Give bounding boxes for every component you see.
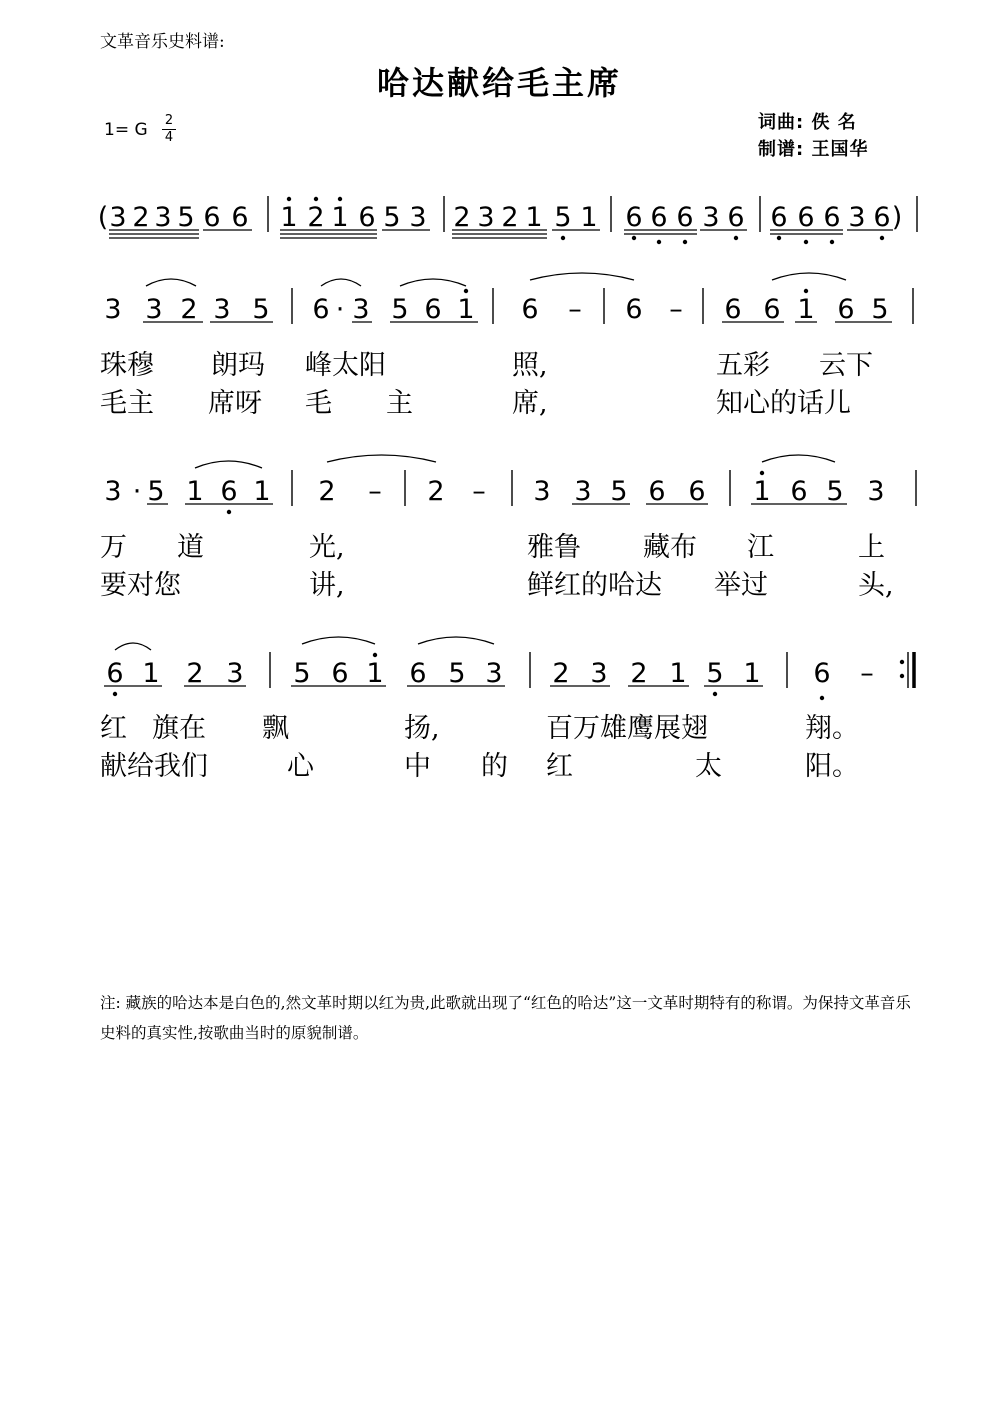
row1-note: 5 [391, 294, 409, 325]
row3-note: 6 [409, 658, 427, 689]
intro-note: 1 [580, 202, 598, 233]
slur [321, 279, 361, 286]
row3-verse2-lyric: 太 [695, 751, 722, 782]
row3-verse1-lyric: 扬, [404, 713, 440, 744]
time-signature-top: 2 [164, 113, 174, 128]
row3-note: 3 [590, 658, 608, 689]
intro-note: 3 [848, 202, 866, 233]
high-octave-dot [338, 197, 342, 201]
low-octave-dot [713, 692, 717, 696]
row1-note: 5 [871, 294, 889, 325]
row3-note: 3 [485, 658, 503, 689]
intro-note: ( [97, 202, 109, 233]
high-octave-dot [804, 289, 808, 293]
intro-note: 1 [280, 202, 298, 233]
key-signature: 1= G [104, 120, 148, 140]
slur [146, 279, 196, 286]
intro-note: 6 [873, 202, 891, 233]
low-octave-dot [830, 240, 834, 244]
high-octave-dot [760, 471, 764, 475]
row2-note: 3 [574, 476, 592, 507]
intro-note: ) [891, 202, 903, 233]
row1-verse1-lyric: 朗玛 [211, 350, 265, 381]
high-octave-dot [373, 653, 377, 657]
row1-note: 6 [837, 294, 855, 325]
slur [115, 643, 151, 650]
row3-note: – [860, 658, 874, 689]
row3-verse1-lyric: 红 [100, 713, 127, 744]
row1-note: 3 [104, 294, 122, 325]
row2-note: 5 [610, 476, 628, 507]
row3-note: 1 [743, 658, 761, 689]
row2-verse2-lyric: 举过 [714, 570, 768, 601]
row1-verse2-lyric: 知心的话儿 [716, 388, 851, 419]
row1-note: 3 [145, 294, 163, 325]
intro-note: 2 [132, 202, 150, 233]
row1-note: 6 [625, 294, 643, 325]
row1-verse1-lyric: 峰太阳 [305, 350, 386, 381]
low-octave-dot [734, 236, 738, 240]
row1-verse2-lyric: 席呀 [208, 388, 262, 419]
credit-transcriber: 制谱: 王国华 [758, 139, 869, 160]
row3-verse1-lyric: 百万雄鹰展翅 [546, 713, 708, 744]
row2-note: 6 [790, 476, 808, 507]
row2-note: 5 [147, 476, 165, 507]
row1-note: 6 [312, 294, 330, 325]
low-octave-dot [777, 236, 781, 240]
slur [772, 273, 846, 280]
low-octave-dot [804, 240, 808, 244]
intro-note: 2 [501, 202, 519, 233]
row2-verse2-lyric: 鲜红的哈达 [527, 570, 662, 601]
row2-note: 1 [186, 476, 204, 507]
row3-verse1-lyric: 旗在 [152, 713, 206, 744]
row1-note: 6 [521, 294, 539, 325]
intro-note: 1 [525, 202, 543, 233]
row1-note: 3 [213, 294, 231, 325]
row3-verse1-lyric: 飘 [262, 713, 289, 744]
row2-note: 1 [753, 476, 771, 507]
row3-verse2-lyric: 阳。 [805, 751, 859, 782]
row2-verse1-lyric: 道 [177, 532, 204, 563]
intro-note: 1 [331, 202, 349, 233]
page-title: 哈达献给毛主席 [376, 64, 622, 102]
row2-note: 6 [688, 476, 706, 507]
row3-verse2-lyric: 红 [546, 751, 573, 782]
row3-verse2-lyric: 献给我们 [100, 751, 208, 782]
row2-verse1-lyric: 万 [100, 532, 127, 563]
row2-verse1-lyric: 江 [747, 532, 774, 563]
row3-note: 5 [293, 658, 311, 689]
low-octave-dot [657, 240, 661, 244]
row3-note: 2 [552, 658, 570, 689]
low-octave-dot [632, 236, 636, 240]
row2-note: 2 [318, 476, 336, 507]
intro-note: 6 [770, 202, 788, 233]
intro-note: 6 [797, 202, 815, 233]
intro-note: 3 [702, 202, 720, 233]
slur [762, 455, 835, 462]
row2-note: 2 [427, 476, 445, 507]
high-octave-dot [314, 197, 318, 201]
row1-note: – [568, 294, 582, 325]
intro-note: 6 [625, 202, 643, 233]
row2-verse2-lyric: 要对您 [100, 570, 181, 601]
row1-verse2-lyric: 主 [386, 388, 413, 419]
slur [327, 455, 436, 462]
row3-verse2-lyric: 中 [404, 751, 431, 782]
row1-verse2-lyric: 毛主 [100, 388, 154, 419]
intro-note: 6 [676, 202, 694, 233]
slur [400, 279, 466, 286]
repeat-dot [900, 660, 904, 664]
row2-note: 5 [826, 476, 844, 507]
intro-note: 3 [154, 202, 172, 233]
header-note: 文革音乐史料谱: [100, 32, 225, 52]
intro-note: 2 [453, 202, 471, 233]
row2-verse2-lyric: 讲, [309, 570, 345, 601]
intro-note: 6 [727, 202, 745, 233]
row2-note: 6 [648, 476, 666, 507]
slur [530, 273, 634, 280]
row1-note: 6 [424, 294, 442, 325]
high-octave-dot [464, 289, 468, 293]
intro-note: 5 [554, 202, 572, 233]
intro-note: 5 [177, 202, 195, 233]
row1-verse1-lyric: 五彩 [716, 350, 770, 381]
notation-layer [98, 196, 917, 700]
intro-note: 2 [307, 202, 325, 233]
slur [418, 637, 494, 644]
row3-note: 6 [106, 658, 124, 689]
row3-note: 5 [448, 658, 466, 689]
slur [302, 637, 375, 644]
row3-verse1-lyric: 翔。 [805, 713, 859, 744]
row3-note: 1 [669, 658, 687, 689]
row2-note: 6 [220, 476, 238, 507]
row1-verse2-lyric: 席, [512, 388, 548, 419]
row2-note: 3 [533, 476, 551, 507]
intro-note: 3 [109, 202, 127, 233]
row3-note: 6 [331, 658, 349, 689]
row2-note: 3 [104, 476, 122, 507]
row1-note: 3 [352, 294, 370, 325]
row1-verse1-lyric: 照, [512, 350, 548, 381]
intro-note: 6 [650, 202, 668, 233]
repeat-dot [900, 674, 904, 678]
row1-note: 5 [252, 294, 270, 325]
intro-note: 6 [358, 202, 376, 233]
row2-verse1-lyric: 藏布 [643, 532, 697, 563]
row2-note: – [472, 476, 486, 507]
row1-note: 6 [724, 294, 742, 325]
low-octave-dot [227, 510, 231, 514]
row3-note: 2 [630, 658, 648, 689]
low-octave-dot [683, 240, 687, 244]
row3-note: 3 [226, 658, 244, 689]
row1-note: 2 [180, 294, 198, 325]
low-octave-dot [113, 692, 117, 696]
intro-note: 6 [231, 202, 249, 233]
row3-note: 2 [186, 658, 204, 689]
row3-verse2-lyric: 的 [481, 751, 508, 782]
row1-note: · [335, 294, 345, 325]
high-octave-dot [287, 197, 291, 201]
low-octave-dot [820, 696, 824, 700]
row2-verse2-lyric: 头, [858, 570, 894, 601]
row1-verse1-lyric: 珠穆 [100, 350, 154, 381]
intro-note: 6 [203, 202, 221, 233]
row2-note: – [368, 476, 382, 507]
row2-note: 1 [253, 476, 271, 507]
intro-note: 3 [409, 202, 427, 233]
time-signature-bottom: 4 [164, 130, 174, 145]
row3-note: 6 [813, 658, 831, 689]
row2-verse1-lyric: 雅鲁 [527, 532, 581, 563]
row2-note: 3 [867, 476, 885, 507]
low-octave-dot [561, 236, 565, 240]
row1-verse1-lyric: 云下 [819, 350, 873, 381]
row1-verse2-lyric: 毛 [305, 388, 332, 419]
row2-verse1-lyric: 上 [858, 532, 885, 563]
row3-note: 1 [142, 658, 160, 689]
slur [195, 461, 262, 468]
row1-note: 6 [763, 294, 781, 325]
credit-lyrics-music: 词曲: 佚 名 [758, 112, 857, 133]
row1-note: 1 [797, 294, 815, 325]
intro-note: 3 [477, 202, 495, 233]
row2-note: · [132, 476, 142, 507]
low-octave-dot [880, 236, 884, 240]
row3-verse2-lyric: 心 [287, 751, 314, 782]
intro-note: 5 [383, 202, 401, 233]
row3-note: 1 [366, 658, 384, 689]
row2-verse1-lyric: 光, [309, 532, 345, 563]
row1-note: – [669, 294, 683, 325]
row1-note: 1 [457, 294, 475, 325]
footnote: 注: 藏族的哈达本是白色的,然文革时期以红为贵,此歌就出现了“红色的哈达”这一文革时期特有的称谓。为保持文革音乐史料的真实性,按歌曲当时的原貌制谱。 [100, 994, 911, 1042]
intro-note: 6 [823, 202, 841, 233]
row3-note: 5 [706, 658, 724, 689]
